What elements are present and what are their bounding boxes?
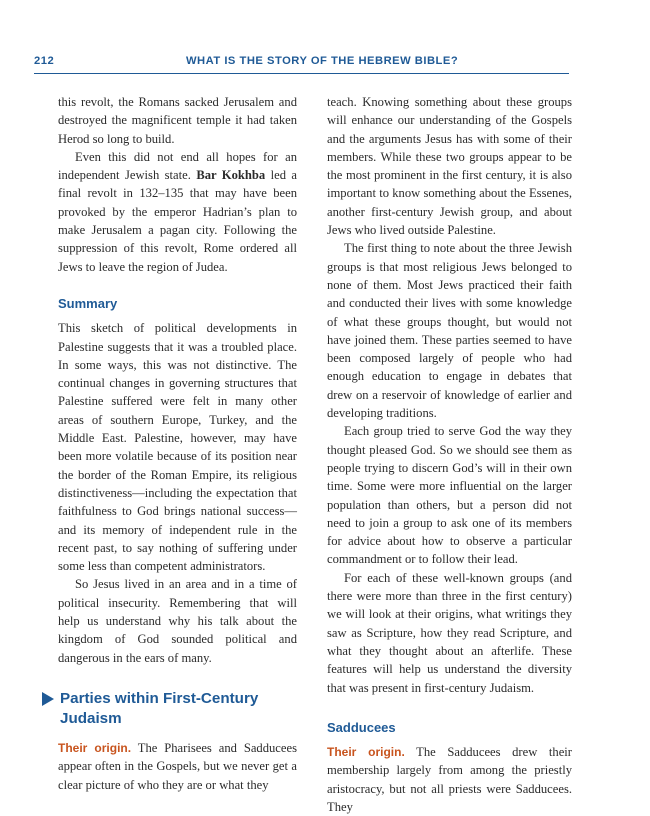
paragraph: Each group tried to serve God the way they thought pleased God. So we should see them as people trying to discern God’s will in their own time. Some were more influential on the larger population than others, but a person did not need to join a group to ask one of its members for advice about how to observe a particular commandment or to follow their lead. [327, 424, 572, 567]
text-run: Even this did not end all hopes for an independent Jewish state. [58, 149, 297, 183]
bold-name: Bar Kokhba [196, 168, 266, 183]
heading-line: Judaism [60, 709, 122, 727]
page-header [34, 53, 569, 74]
paragraph: teach. Knowing something about these groups will enhance our understanding of the Gospels and the arguments Jesus has with some of their members. While these two groups appear to be the most prominent in the first century, it is also important to know something about the Essenes, another first-century Jewish group, and about Jews who lived outside Palestine. [327, 95, 572, 238]
section-heading-sadducees: Sadducees [327, 719, 396, 735]
run-in-heading: Their origin. [327, 745, 405, 760]
paragraph: this revolt, the Romans sacked Jerusalem and destroyed the magnificent temple it had taken Herod so long to build. [58, 95, 297, 146]
paragraph [58, 148, 297, 276]
paragraph [327, 743, 572, 816]
heading-line: Parties within First-Century [60, 689, 259, 707]
text-run: led a final revolt in 132–135 that may have been provoked by the emperor Hadrian’s plan to make Jerusalem a pagan city. Following the suppression of this revolt, Rome ordered all Jews to leave the region of Judea. [58, 168, 297, 274]
page-number: 212 [34, 55, 55, 67]
text-run: The Sadducees drew their membership largely from among the priestly aristocracy, but not all priests were Sadducees. They [327, 745, 572, 814]
paragraph [58, 739, 297, 794]
paragraph: So Jesus lived in an area and in a time of political insecurity. Remembering that will help us understand why his talk about the kingdom of God sounded political and dangerous in the ears of many. [58, 577, 297, 665]
text-run: The Pharisees and Sadducees appear often in the Gospels, but we never get a clear picture of who they are or what they [58, 740, 297, 792]
paragraph: For each of these well-known groups (and there were more than three in the first century) we will look at their origins, what writings they saw as Scripture, how they read Scripture, and what they thought about an afterlife. These features will help us understand the diversity that was present in first-century Judaism. [327, 570, 572, 695]
run-in-heading: Their origin. [58, 740, 132, 755]
paragraph: The first thing to note about the three Jewish groups is that most religious Jews belonged to none of them. Most Jews practiced their faith and conducted their lives with some knowledge of what these groups thought, but would not have joined them. These parties seemed to have been composed largely of people who had enough education to engage in debates that drew on a reservoir of knowledge of earlier and developing traditions. [327, 241, 572, 421]
triangle-bullet-icon [42, 692, 54, 706]
paragraph: This sketch of political developments in Palestine suggests that it was a troubled place. In some ways, this was not distinctive. The continual changes in governing structures that Palestine suffered were felt in many other areas of southern Europe, Turkey, and the Middle East. Palestine, however, may have been more volatile because of its position near the border of the Roman Empire, its religious distinctiveness—including the expectation that faithfulness to God brings national success—and its memory of independent rule in the recent past, to say nothing of suffering under some less than competent administrators. [58, 321, 297, 574]
running-head: WHAT IS THE STORY OF THE HEBREW BIBLE? [186, 55, 459, 67]
section-heading-summary: Summary [58, 295, 118, 311]
section-heading-parties [42, 689, 297, 729]
right-column [327, 93, 572, 816]
left-column [58, 93, 297, 794]
